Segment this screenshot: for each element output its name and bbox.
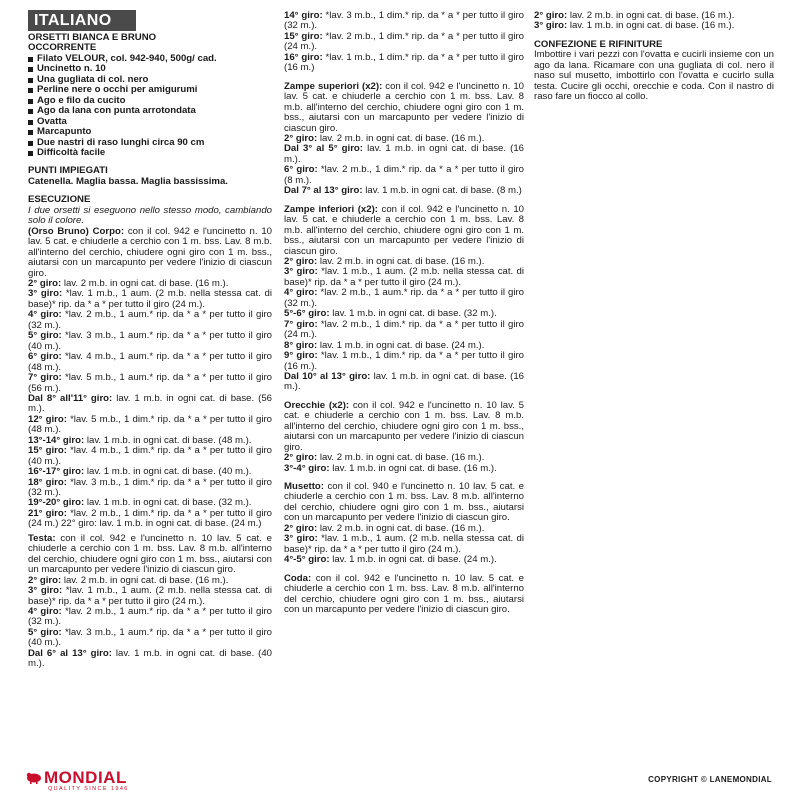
instruction-row-text: lav. 2 m.b. in ogni cat. di base. (16 m.). (61, 574, 229, 586)
instruction-row-text: *lav. 2 m.b., 1 dim.* rip. da * a * per tutto il giro (8 m.). (284, 164, 525, 186)
instruction-row (284, 165, 524, 186)
instruction-row-text: lav. 1 m.b. in ogni cat. di base. (16 m.). (329, 462, 497, 474)
instruction-row-label: 18° giro: (28, 476, 67, 488)
instruction-row-text: lav. 1 m.b. in ogni cat. di base. (8 m.) (362, 185, 522, 197)
material-item: Difficoltà facile (28, 148, 272, 158)
instruction-row-label: 3°-4° giro: (284, 462, 330, 474)
instruction-row-text: *lav. 1 m.b., 1 dim.* rip. da * a * per tutto il giro (16 m.). (284, 350, 525, 372)
instruction-row-text: con il col. 942 e l'uncinetto n. 10 lav. 5 cat. e chiuderle a cerchio con 1 m. bss. Lav. 8 m.b. all'interno del cerchio, chiudere ogni giro con 1 m. bss., aiutarsi con un marcapunto per vedere l'inizio di ciascun giro. (284, 399, 524, 453)
instruction-row-text: *lav. 2 m.b., 1 aum.* rip. da * a * per tutto il giro (32 m.). (28, 606, 272, 628)
instruction-row-label: Musetto: (284, 481, 324, 493)
instruction-row-text: lav. 1 m.b. in ogni cat. di base. (32 m.). (329, 308, 497, 320)
instruction-row (284, 288, 524, 309)
instruction-row (28, 394, 272, 415)
materials-heading: OCCORRENTE (28, 42, 97, 54)
instruction-row-label: Dal 7° al 13° giro: (284, 185, 363, 197)
material-item: Ovatta (28, 117, 272, 127)
instruction-row-text: *lav. 2 m.b., 1 dim.* rip. da * a * per tutto il giro (24 m.) 22° giro: lav. 1 m.b. in ogni cat. di base. (24 m.) (28, 507, 272, 530)
instruction-row-text: *lav. 3 m.b., 1 aum.* rip. da * a * per tutto il giro (40 m.). (28, 330, 272, 352)
brand-name: MONDIAL (44, 768, 127, 787)
material-item: Filato VELOUR, col. 942-940, 500g/ cad. (28, 54, 272, 64)
column-1 (28, 10, 272, 670)
instruction-row-text: lav. 1 m.b. in ogni cat. di base. (16 m.). (567, 20, 735, 32)
instruction-row-text: lav. 1 m.b. in ogni cat. di base. (48 m.). (84, 434, 252, 446)
instruction-row (284, 144, 524, 165)
instruction-row-text: lav. 2 m.b. in ogni cat. di base. (16 m.). (317, 522, 485, 534)
instruction-row (28, 310, 272, 331)
instruction-row (284, 401, 524, 453)
copyright-text: COPYRIGHT © LANEMONDIAL (648, 775, 772, 784)
instruction-row (284, 351, 524, 372)
material-item: Ago e filo da cucito (28, 96, 272, 106)
sheep-logo-icon (26, 770, 42, 784)
instruction-row (284, 205, 524, 257)
instruction-row-label: 6° giro: (28, 351, 62, 363)
instruction-row (284, 53, 524, 74)
instruction-row-label: Testa: (28, 532, 56, 544)
instruction-row (284, 574, 524, 616)
instruction-row-label: 3° giro: (28, 585, 63, 597)
materials-list (28, 54, 272, 159)
instruction-row-label: Zampe inferiori (x2): (284, 203, 378, 215)
instruction-row-text: con il col. 942 e l'uncinetto n. 10 lav. 5 cat. e chiuderle a cerchio con 1 m. bss. Lav. 8 m.b. all'interno del cerchio, chiudere ogni giro con 1 m. bss., aiutarsi con un marcapunto per vedere l'inizio di ciascun giro. (284, 80, 524, 134)
instruction-row-text: lav. 1 m.b. in ogni cat. di base. (40 m.). (84, 466, 252, 478)
instruction-row-label: 4° giro: (284, 287, 318, 299)
execution-heading: ESECUZIONE (28, 194, 91, 206)
instruction-row-text: lav. 1 m.b. in ogni cat. di base. (40 m.). (28, 647, 272, 670)
instruction-row-text: lav. 1 m.b. in ogni cat. di base. (16 m.). (284, 370, 524, 393)
instruction-row-text: con il col. 942 e l'uncinetto n. 10 lav. 5 cat. e chiuderle a cerchio con 1 m. bss. Lav. 8 m.b. all'interno del cerchio, chiudere ogni giro con 1 m. bss., aiutarsi con un marcapunto per vedere l'inizio di ciascun giro. (284, 203, 524, 257)
instruction-row-label: 8° giro: (284, 339, 318, 351)
instruction-row-text: *lav. 1 m.b., 1 aum. (2 m.b. nella stessa cat. di base)* rip. da * a * per tutto il giro (24 m.). (284, 533, 525, 555)
instruction-row (28, 446, 272, 467)
musetto-section (284, 482, 524, 566)
finishing-text: Imbottire i vari pezzi con l'ovatta e cucirli insieme con un ago da lana. Ricamare con una gugliata di col. nero il naso sul musetto, imbottirlo con l'ovatta e cucirlo sulla testa. Cucire gli occhi, orecchie e coda. Con il nastro di raso fare un fiocco al collo. (534, 49, 774, 103)
instruction-row-label: 3° giro: (534, 20, 568, 32)
instruction-row-label: Dal 10° al 13° giro: (284, 370, 371, 382)
instruction-row (28, 607, 272, 628)
material-item: Una gugliata di col. nero (28, 75, 272, 85)
execution-note: I due orsetti si eseguono nello stesso modo, cambiando solo il colore. (28, 204, 272, 227)
instruction-row-label: (Orso Bruno) Corpo: (28, 225, 125, 237)
instruction-row (28, 509, 272, 530)
stitches-text: Catenella. Maglia bassa. Maglia bassissima. (28, 175, 228, 187)
instruction-row-label: 5° giro: (28, 330, 62, 342)
instruction-row-text: *lav. 4 m.b., 1 dim.* rip. da * a * per tutto il giro (40 m.). (28, 445, 272, 467)
material-item: Marcapunto (28, 127, 272, 137)
instruction-row-label: 16°-17° giro: (28, 466, 85, 478)
instruction-row-label: Coda: (284, 572, 312, 584)
instruction-row-label: Dal 3° al 5° giro: (284, 143, 363, 155)
pattern-title: ORSETTI BIANCA E BRUNO (28, 32, 157, 43)
instruction-row-text: con il col. 942 e l'uncinetto n. 10 lav. 5 cat. e chiuderle a cerchio con 1 m. bss. Lav. 8 m.b. all'interno del cerchio, chiudere ogni giro con 1 m. bss., aiutarsi con un marcapunto per vedere l'inizio di ciascun giro. (28, 532, 272, 576)
column-3 (534, 11, 774, 103)
instruction-row-text: con il col. 940 e l'uncinetto n. 10 lav. 5 cat. e chiuderle a cerchio con 1 m. bss. Lav. 8 m.b. all'interno del cerchio, chiudere ogni giro con 1 m. bss., aiutarsi con un marcapunto per vedere l'inizio di ciascun giro. (284, 481, 524, 524)
instruction-row-text: lav. 1 m.b. in ogni cat. di base. (32 m.). (84, 497, 252, 509)
coda-section (284, 574, 524, 616)
instruction-row-text: *lav. 3 m.b., 1 dim.* rip. da * a * per tutto il giro (32 m.). (284, 10, 524, 32)
instruction-row (284, 464, 524, 474)
instruction-row-label: 7° giro: (28, 372, 62, 384)
instruction-row-label: 2° giro: (284, 132, 318, 144)
instruction-row (28, 649, 272, 670)
testa-section (28, 534, 272, 670)
instruction-row-text: con il col. 942 e l'uncinetto n. 10 lav. 5 cat. e chiuderle a cerchio con 1 m. bss. Lav. 8 m.b. all'interno del cerchio, chiudere ogni giro con 1 m. bss., aiutarsi con un marcapunto per vedere l'inizio di ciascun giro. (28, 225, 272, 279)
instruction-row-label: 9° giro: (284, 350, 318, 362)
instruction-row-text: *lav. 5 m.b., 1 aum.* rip. da * a * per tutto il giro (56 m.). (28, 372, 272, 394)
instruction-row-label: 2° giro: (284, 452, 318, 464)
instruction-row-label: 4° giro: (28, 606, 62, 618)
instruction-row (28, 352, 272, 373)
instruction-row-label: Zampe superiori (x2): (284, 80, 383, 92)
instruction-row-text: lav. 2 m.b. in ogni cat. di base. (16 m.). (317, 452, 485, 464)
instruction-row-label: 14° giro: (284, 10, 323, 21)
stitches-heading: PUNTI IMPIEGATI (28, 165, 108, 177)
instruction-row-label: 12° giro: (28, 413, 67, 425)
instruction-row-text: lav. 1 m.b. in ogni cat. di base. (24 m.). (317, 339, 485, 351)
instruction-row-label: 15° giro: (284, 30, 323, 42)
instruction-row (284, 11, 524, 32)
instruction-row (28, 373, 272, 394)
instruction-row-text: lav. 2 m.b. in ogni cat. di base. (16 m.). (317, 132, 485, 144)
instruction-row (28, 415, 272, 436)
material-item: Due nastri di raso lunghi circa 90 cm (28, 138, 272, 148)
coda-rows-section (534, 11, 774, 32)
instruction-row (284, 534, 524, 555)
col2-top-section (284, 11, 524, 74)
instruction-row (28, 534, 272, 576)
instruction-row-label: 2° giro: (284, 255, 318, 267)
instruction-row-label: 2° giro: (28, 574, 62, 586)
instruction-row (284, 320, 524, 341)
instruction-row-text: lav. 1 m.b. in ogni cat. di base. (24 m.). (329, 554, 497, 566)
instruction-row-label: 19°-20° giro: (28, 497, 85, 509)
material-item: Uncinetto n. 10 (28, 64, 272, 74)
zampe-inferiori-section (284, 205, 524, 393)
instruction-row-label: 5° giro: (28, 626, 62, 638)
instruction-row-label: Dal 6° al 13° giro: (28, 647, 112, 659)
instruction-row-label: 21° giro: (28, 507, 67, 519)
instruction-row-text: lav. 2 m.b. in ogni cat. di base. (16 m.). (567, 10, 735, 21)
orecchie-section (284, 401, 524, 474)
instruction-row-label: 2° giro: (28, 277, 62, 289)
zampe-superiori-section (284, 82, 524, 197)
instruction-row-text: lav. 2 m.b. in ogni cat. di base. (16 m.). (61, 277, 229, 289)
instruction-row-label: 13°-14° giro: (28, 434, 85, 446)
instruction-row-label: 7° giro: (284, 318, 318, 330)
material-item: Ago da lana con punta arrotondata (28, 106, 272, 116)
instruction-row (284, 32, 524, 53)
instruction-row-label: 3° giro: (284, 533, 318, 545)
instruction-row (284, 82, 524, 134)
column-2 (284, 11, 524, 615)
corpo-section (28, 227, 272, 530)
language-label: ITALIANO (28, 10, 136, 31)
instruction-row (284, 555, 524, 565)
brand-logo (26, 769, 129, 792)
instruction-row-label: 5°-6° giro: (284, 308, 330, 320)
instruction-row-text: lav. 1 m.b. in ogni cat. di base. (16 m.). (284, 143, 524, 165)
instruction-row (28, 586, 272, 607)
instruction-row (284, 482, 524, 524)
instruction-row (284, 186, 524, 196)
instruction-row-text: *lav. 2 m.b., 1 dim.* rip. da * a * per tutto il giro (24 m.). (284, 318, 525, 341)
finishing-heading: CONFEZIONE E RIFINITURE (534, 38, 663, 50)
instruction-row-label: 6° giro: (284, 164, 318, 176)
instruction-row-text: *lav. 3 m.b., 1 dim.* rip. da * a * per tutto il giro (32 m.). (28, 476, 272, 499)
instruction-row (28, 289, 272, 310)
instruction-row-text: *lav. 1 m.b., 1 aum. (2 m.b. nella stessa cat. di base)* rip. da * a * per tutto il giro (24 m.). (28, 585, 272, 607)
instruction-row (28, 331, 272, 352)
instruction-row-label: 3° giro: (284, 266, 318, 278)
instruction-row-label: Orecchie (x2): (284, 399, 350, 411)
instruction-row (284, 267, 524, 288)
instruction-row-label: 4° giro: (28, 309, 62, 321)
brand-tagline: QUALITY SINCE 1946 (48, 786, 129, 792)
instruction-row-text: *lav. 2 m.b., 1 dim.* rip. da * a * per tutto il giro (24 m.). (284, 30, 524, 53)
material-item: Perline nere o occhi per amigurumi (28, 85, 272, 95)
instruction-row-text: *lav. 1 m.b., 1 aum. (2 m.b. nella stessa cat. di base)* rip. da * a * per tutto il giro (24 m.). (284, 266, 525, 288)
instruction-row-text: *lav. 2 m.b., 1 aum.* rip. da * a * per tutto il giro (32 m.). (28, 309, 272, 331)
instruction-row (284, 372, 524, 393)
instruction-row (534, 21, 774, 31)
instruction-row-label: 3° giro: (28, 288, 63, 300)
instruction-row-label: 2° giro: (284, 522, 318, 534)
instruction-row (28, 227, 272, 279)
instruction-row-text: *lav. 3 m.b., 1 aum.* rip. da * a * per tutto il giro (40 m.). (28, 626, 272, 649)
instruction-row-label: 2° giro: (534, 10, 568, 21)
instruction-row-text: *lav. 2 m.b., 1 aum.* rip. da * a * per tutto il giro (32 m.). (284, 287, 524, 309)
instruction-row-text: lav. 2 m.b. in ogni cat. di base. (16 m.). (317, 255, 485, 267)
instruction-row-label: 4°-5° giro: (284, 554, 330, 566)
instruction-row (28, 478, 272, 499)
instruction-row-text: lav. 1 m.b. in ogni cat. di base. (56 m.). (28, 392, 272, 415)
instruction-row-label: 15° giro: (28, 445, 67, 457)
instruction-row (28, 628, 272, 649)
instruction-row-text: *lav. 1 m.b., 1 aum. (2 m.b. nella stessa cat. di base)* rip. da * a * per tutto il giro (24 m.). (28, 288, 272, 310)
instruction-row-text: *lav. 4 m.b., 1 aum.* rip. da * a * per tutto il giro (48 m.). (28, 351, 272, 373)
instruction-row-text: *lav. 5 m.b., 1 dim.* rip. da * a * per tutto il giro (48 m.). (28, 413, 272, 436)
instruction-row-label: Dal 8° all'11° giro: (28, 392, 113, 404)
instruction-row-label: 16° giro: (284, 51, 323, 63)
instruction-row-text: *lav. 1 m.b., 1 dim.* rip. da * a * per tutto il giro (16 m.) (284, 51, 524, 74)
instruction-row-text: con il col. 942 e l'uncinetto n. 10 lav. 5 cat. e chiuderle a cerchio con 1 m. bss. Lav. 8 m.b. all'interno del cerchio, chiudere ogni giro con 1 m. bss., aiutarsi con un marcapunto per vedere l'inizio di ciascun giro. (284, 572, 524, 616)
